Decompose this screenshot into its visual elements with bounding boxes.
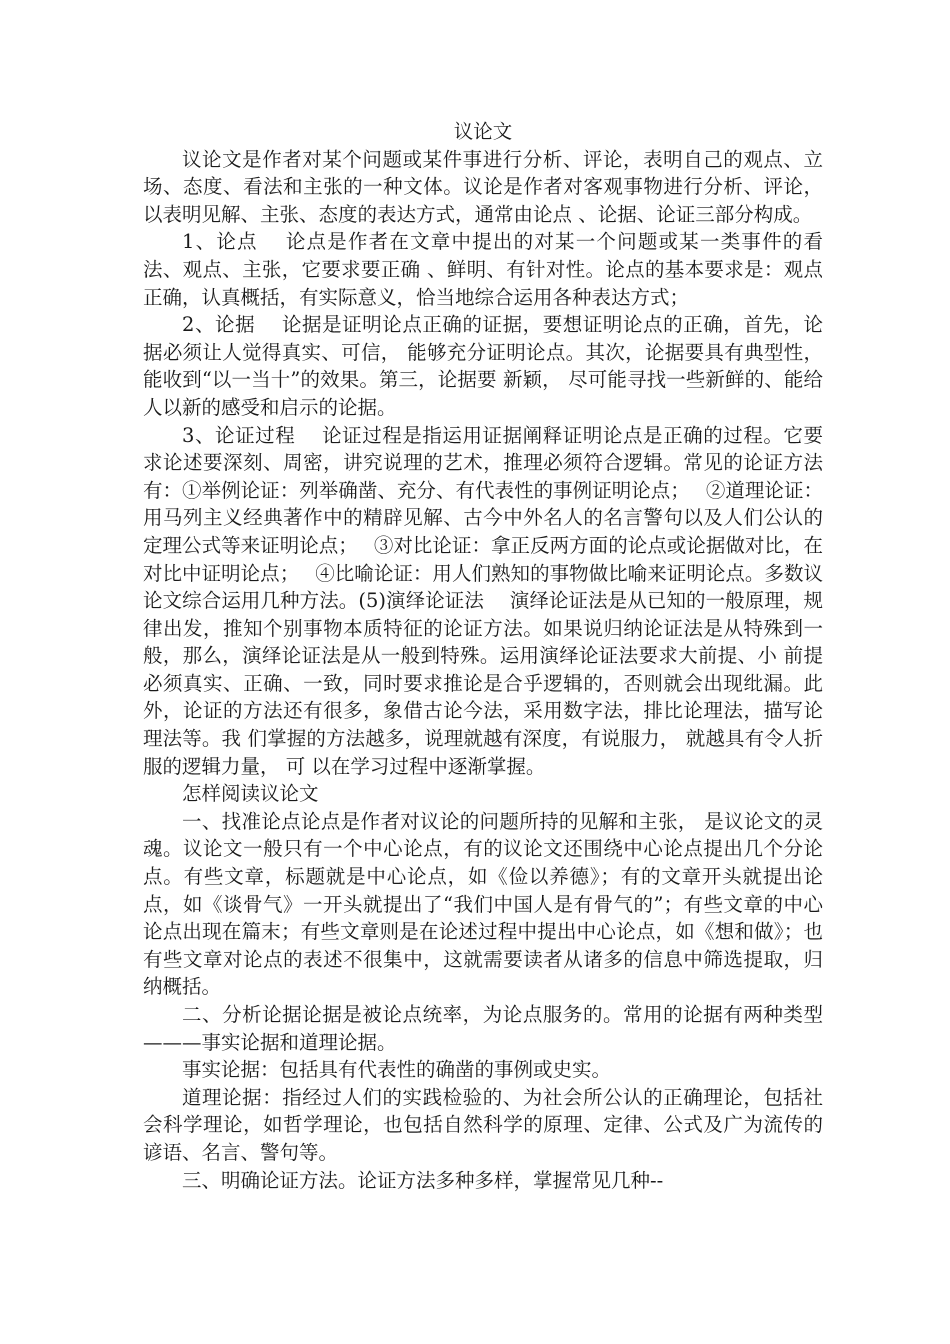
paragraph-reasoning-process: 3、论证过程 论证过程是指运用证据阐释证明论点是正确的过程。它要求论述要深刻、周密，讲究说理的艺术，推理必须符合逻辑。常见的论证方法有：①举例论证：列举确凿、充分、有代表性的事例证明论点； ②道理论证：用马列主义经典著作中的精辟见解、古今中外名人的名言警句以及人们公认的定理公式等来证明论点； ③对比论证：拿正反两方面的论点或论据做对比，在对比中证明论点； ④比喻论证：用人们熟知的事物做比喻来证明论点。多数议论文综合运用几种方法。(5)演绎论证法 演绎论证法是从已知的一般原理，规律出发，推知个别事物本质特征的论证方法。如果说归纳论证法是从特殊到一般，那么，演绎论证法是从一般到特殊。运用演绎论证法要求大前提、小 前提必须真实、正确、一致，同时要求推论是合乎逻辑的，否则就会出现纰漏。此外，论证的方法还有很多，象借古论今法，采用数字法，排比论理法，描写论理法等。我 们掌握的方法越多，说理就越有深度，有说服力， 就越具有令人折服的逻辑力量， 可 以在学习过程中逐渐掌握。 xyxy=(143,423,823,778)
paragraph-find-thesis: 一、找准论点论点是作者对议论的问题所持的见解和主张， 是议论文的灵魂。议论文一般只有一个中心论点，有的议论文还围绕中心论点提出几个分论点。有些文章，标题就是中心论点，如《俭以养德》；有的文章开头就提出论点，如《谈骨气》一开头就提出了“我们中国人是有骨气的”；有些文章的中心论点出现在篇末；有些文章则是在论述过程中提出中心论点，如《想和做》；也有些文章对论点的表述不很集中，这就需要读者从诸多的信息中筛选提取，归纳概括。 xyxy=(143,809,823,999)
document-title: 议论文 xyxy=(453,120,513,143)
document-page xyxy=(143,118,823,1194)
paragraph-evidence: 2、论据 论据是证明论点正确的证据，要想证明论点的正确，首先，论据必须让人觉得真实、可信， 能够充分证明论点。其次，论据要具有典型性，能收到“以一当十”的效果。第三，论据要 新颖， 尽可能寻找一些新鲜的、能给人以新的感受和启示的论据。 xyxy=(143,313,823,419)
paragraph-intro: 议论文是作者对某个问题或某件事进行分析、评论，表明自己的观点、立场、态度、看法和主张的一种文体。议论是作者对客观事物进行分析、评论，以表明见解、主张、态度的表达方式，通常由论点 、论据、论证三部分构成。 xyxy=(143,147,823,226)
paragraph-analyze-evidence: 二、分析论据论据是被论点统率，为论点服务的。常用的论据有两种类型———事实论据和道理论据。 xyxy=(143,1003,823,1054)
section-heading-how-to-read: 怎样阅读议论文 xyxy=(182,782,319,806)
paragraph-argument-point: 1、论点 论点是作者在文章中提出的对某一个问题或某一类事件的看法、观点、主张，它要求要正确 、鲜明、有针对性。论点的基本要求是：观点正确，认真概括，有实际意义，恰当地综合运用各种表达方式； xyxy=(143,230,823,309)
paragraph-argument-methods: 三、明确论证方法。论证方法多种多样，掌握常见几种-- xyxy=(182,1168,664,1192)
paragraph-factual-evidence: 事实论据：包括具有代表性的确凿的事例或史实。 xyxy=(182,1058,612,1082)
paragraph-theoretical-evidence: 道理论据：指经过人们的实践检验的、为社会所公认的正确理论，包括社会科学理论，如哲学理论，也包括自然科学的原理、定律、公式及广为流传的谚语、名言、警句等。 xyxy=(143,1085,823,1164)
